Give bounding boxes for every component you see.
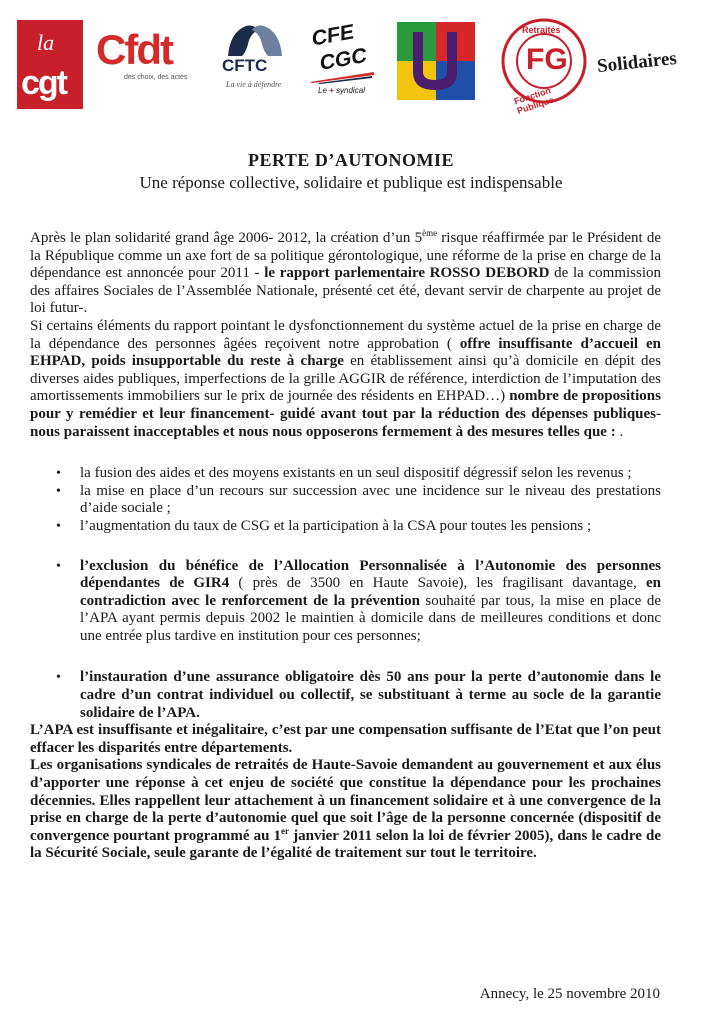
list-item — [30, 558, 661, 646]
cftc-logo-slogan: La vie à défendre — [226, 80, 282, 89]
list-item-bold1: l’exclusion du bénéfice de l’Allocation Personnalisée à l’Autonomie des personnes dépendantes de GIR4 — [80, 557, 661, 592]
paragraph-rapport — [30, 318, 661, 441]
paragraph-demandes-part1: Les organisations syndicales de retraités de Haute-Savoie demandent au gouvernement et aux élus d’apporter une réponse à cet enjeu de société que constitue la dépendance pour les prochaines décennies. Elles rappellent leur attachement à un financement solidaire et à une convergence de la prise en charge de la perte d’autonomie quel que soit l’âge de la personne concernée (dispositif de convergence pourtant programmé au 1 — [30, 757, 661, 844]
cftc-logo — [214, 18, 296, 98]
list-item: • la mise en place d’un recours sur succession avec une incidence sur le niveau des prestations d’aide sociale ; — [30, 483, 661, 518]
document-body — [30, 230, 661, 863]
document-subtitle: Une réponse collective, solidaire et publique est indispensable — [139, 173, 563, 192]
paragraph-apa-bold: L’APA est insuffisante et inégalitaire, c’est par une compensation suffisante de l’Etat que l’on peut effacer les disparités entre départements. — [30, 722, 661, 756]
document-date: Annecy, le 25 novembre 2010 — [479, 986, 660, 1002]
cfdt-logo-name: Cfdt — [96, 26, 172, 73]
measures-list — [30, 465, 661, 535]
list-item: • l’augmentation du taux de CSG et la participation à la CSA pour toutes les pensions ; — [30, 518, 661, 536]
paragraph-demandes-sup: er — [281, 825, 290, 836]
cfdt-logo — [96, 26, 196, 88]
paragraph-demandes — [30, 757, 661, 863]
retraites-fonction-publique-logo — [500, 17, 588, 116]
measures-list-gir4 — [30, 558, 661, 646]
paragraph-rapport-part1: Si certains éléments du rapport pointant le dysfonctionnement du système actuel de la prise en charge de la dépendance des personnes âgées reçoivent notre approbation ( — [30, 317, 661, 352]
paragraph-intro-bold: le rapport parlementaire ROSSO DEBORD — [264, 265, 550, 282]
cfe-cgc-logo-line2: CGC — [320, 43, 367, 76]
paragraph-intro-part2: risque réaffirmée par le Président de la République comme un axe fort de sa politique gérontologique, une réforme de la prise en charge de la dépendance est annoncée pour 2011 - — [30, 230, 661, 282]
list-item-bold2: en contradiction avec le renforcement de la prévention — [80, 575, 661, 609]
unsa-logo — [397, 22, 475, 100]
cfe-cgc-logo — [306, 18, 378, 98]
list-item: • la fusion des aides et des moyens existants en un seul dispositif dégressif selon les revenus ; — [30, 465, 661, 483]
paragraph-intro — [30, 230, 661, 318]
cgt-logo-line2: cgt — [21, 64, 66, 102]
cftc-logo-name: CFTC — [222, 56, 268, 75]
cgt-logo-line1: la — [37, 30, 55, 55]
cfe-cgc-slogan-part2: syndical — [333, 86, 365, 95]
solidaires-logo: Solidaires — [596, 47, 678, 78]
paragraph-demandes-bold — [30, 757, 661, 861]
list-item-bold: l’instauration d’une assurance obligatoire dès 50 ans pour la perte d’autonomie dans le cadre d’un contrat individuel ou collectif, se substituant à terme au socle de la garantie solidaire de l’APA. — [80, 669, 661, 721]
cfdt-logo-slogan: des choix, des actes — [124, 74, 188, 81]
list-item-part2: souhaité par tous, la mise en place de l’APA ayant permis depuis 2002 le maintien à domicile dans de meilleures conditions et donc une entrée plus tardive en institution pour ces personnes; — [80, 592, 661, 644]
cfe-cgc-logo-slogan: Le + syndical — [318, 86, 365, 95]
measures-list-assurance — [30, 669, 661, 722]
paragraph-rapport-bold2: nombre de propositions pour y remédier et leur financement- guidé avant tout par la réduction des dépenses publiques- nous paraissent inacceptables et nous nous opposerons fermement à des mesures telles que : — [30, 388, 661, 440]
paragraph-rapport-bold1: offre insuffisante d’accueil en EHPAD, poids insupportable du reste à charge — [30, 335, 661, 370]
union-logos-row — [0, 0, 702, 120]
document-title: PERTE D’AUTONOMIE — [247, 150, 455, 170]
cfe-cgc-slogan-part1: Le — [318, 86, 327, 95]
cfe-cgc-swoosh-icon — [308, 70, 378, 84]
list-item — [30, 669, 661, 722]
paragraph-demandes-part2: janvier 2011 selon la loi de février 2005), dans le cadre de la Sécurité Sociale, seule garante de l’égalité de traitement sur tout le territoire. — [30, 827, 662, 862]
cfe-cgc-logo-line1: CFE — [312, 20, 354, 51]
list-item-part1: ( près de 3500 en Haute Savoie), les fragilisant davantage, — [229, 575, 646, 592]
unsa-color-blocks-icon — [397, 22, 475, 100]
paragraph-apa — [30, 722, 661, 757]
frr-logo-bottom-text: Fonction Publique — [512, 85, 556, 116]
frr-logo-top-text: Retraités — [522, 25, 561, 35]
paragraph-rapport-part2: en établissement ainsi qu’à domicile en dépit des diverses aides publiques, imperfections de la grille AGGIR de référence, interdiction de l’imputation des amortissements immobiliers sur le prix de journée des résidents en EHPAD…) — [30, 353, 661, 405]
cftc-hands-icon — [220, 18, 290, 58]
frr-logo-monogram: FG — [526, 43, 568, 76]
paragraph-intro-part1: Après le plan solidarité grand âge 2006- 2012, la création d’un 5 — [30, 230, 423, 246]
cgt-logo — [17, 20, 83, 109]
paragraph-intro-part3: de la commission des affaires Sociales de l’Assemblée Nationale, présenté cet été, devant servir de charpente au projet de loi futur-. — [30, 265, 662, 317]
paragraph-intro-sup: ème — [422, 228, 438, 238]
paragraph-rapport-part3: . — [619, 423, 624, 440]
